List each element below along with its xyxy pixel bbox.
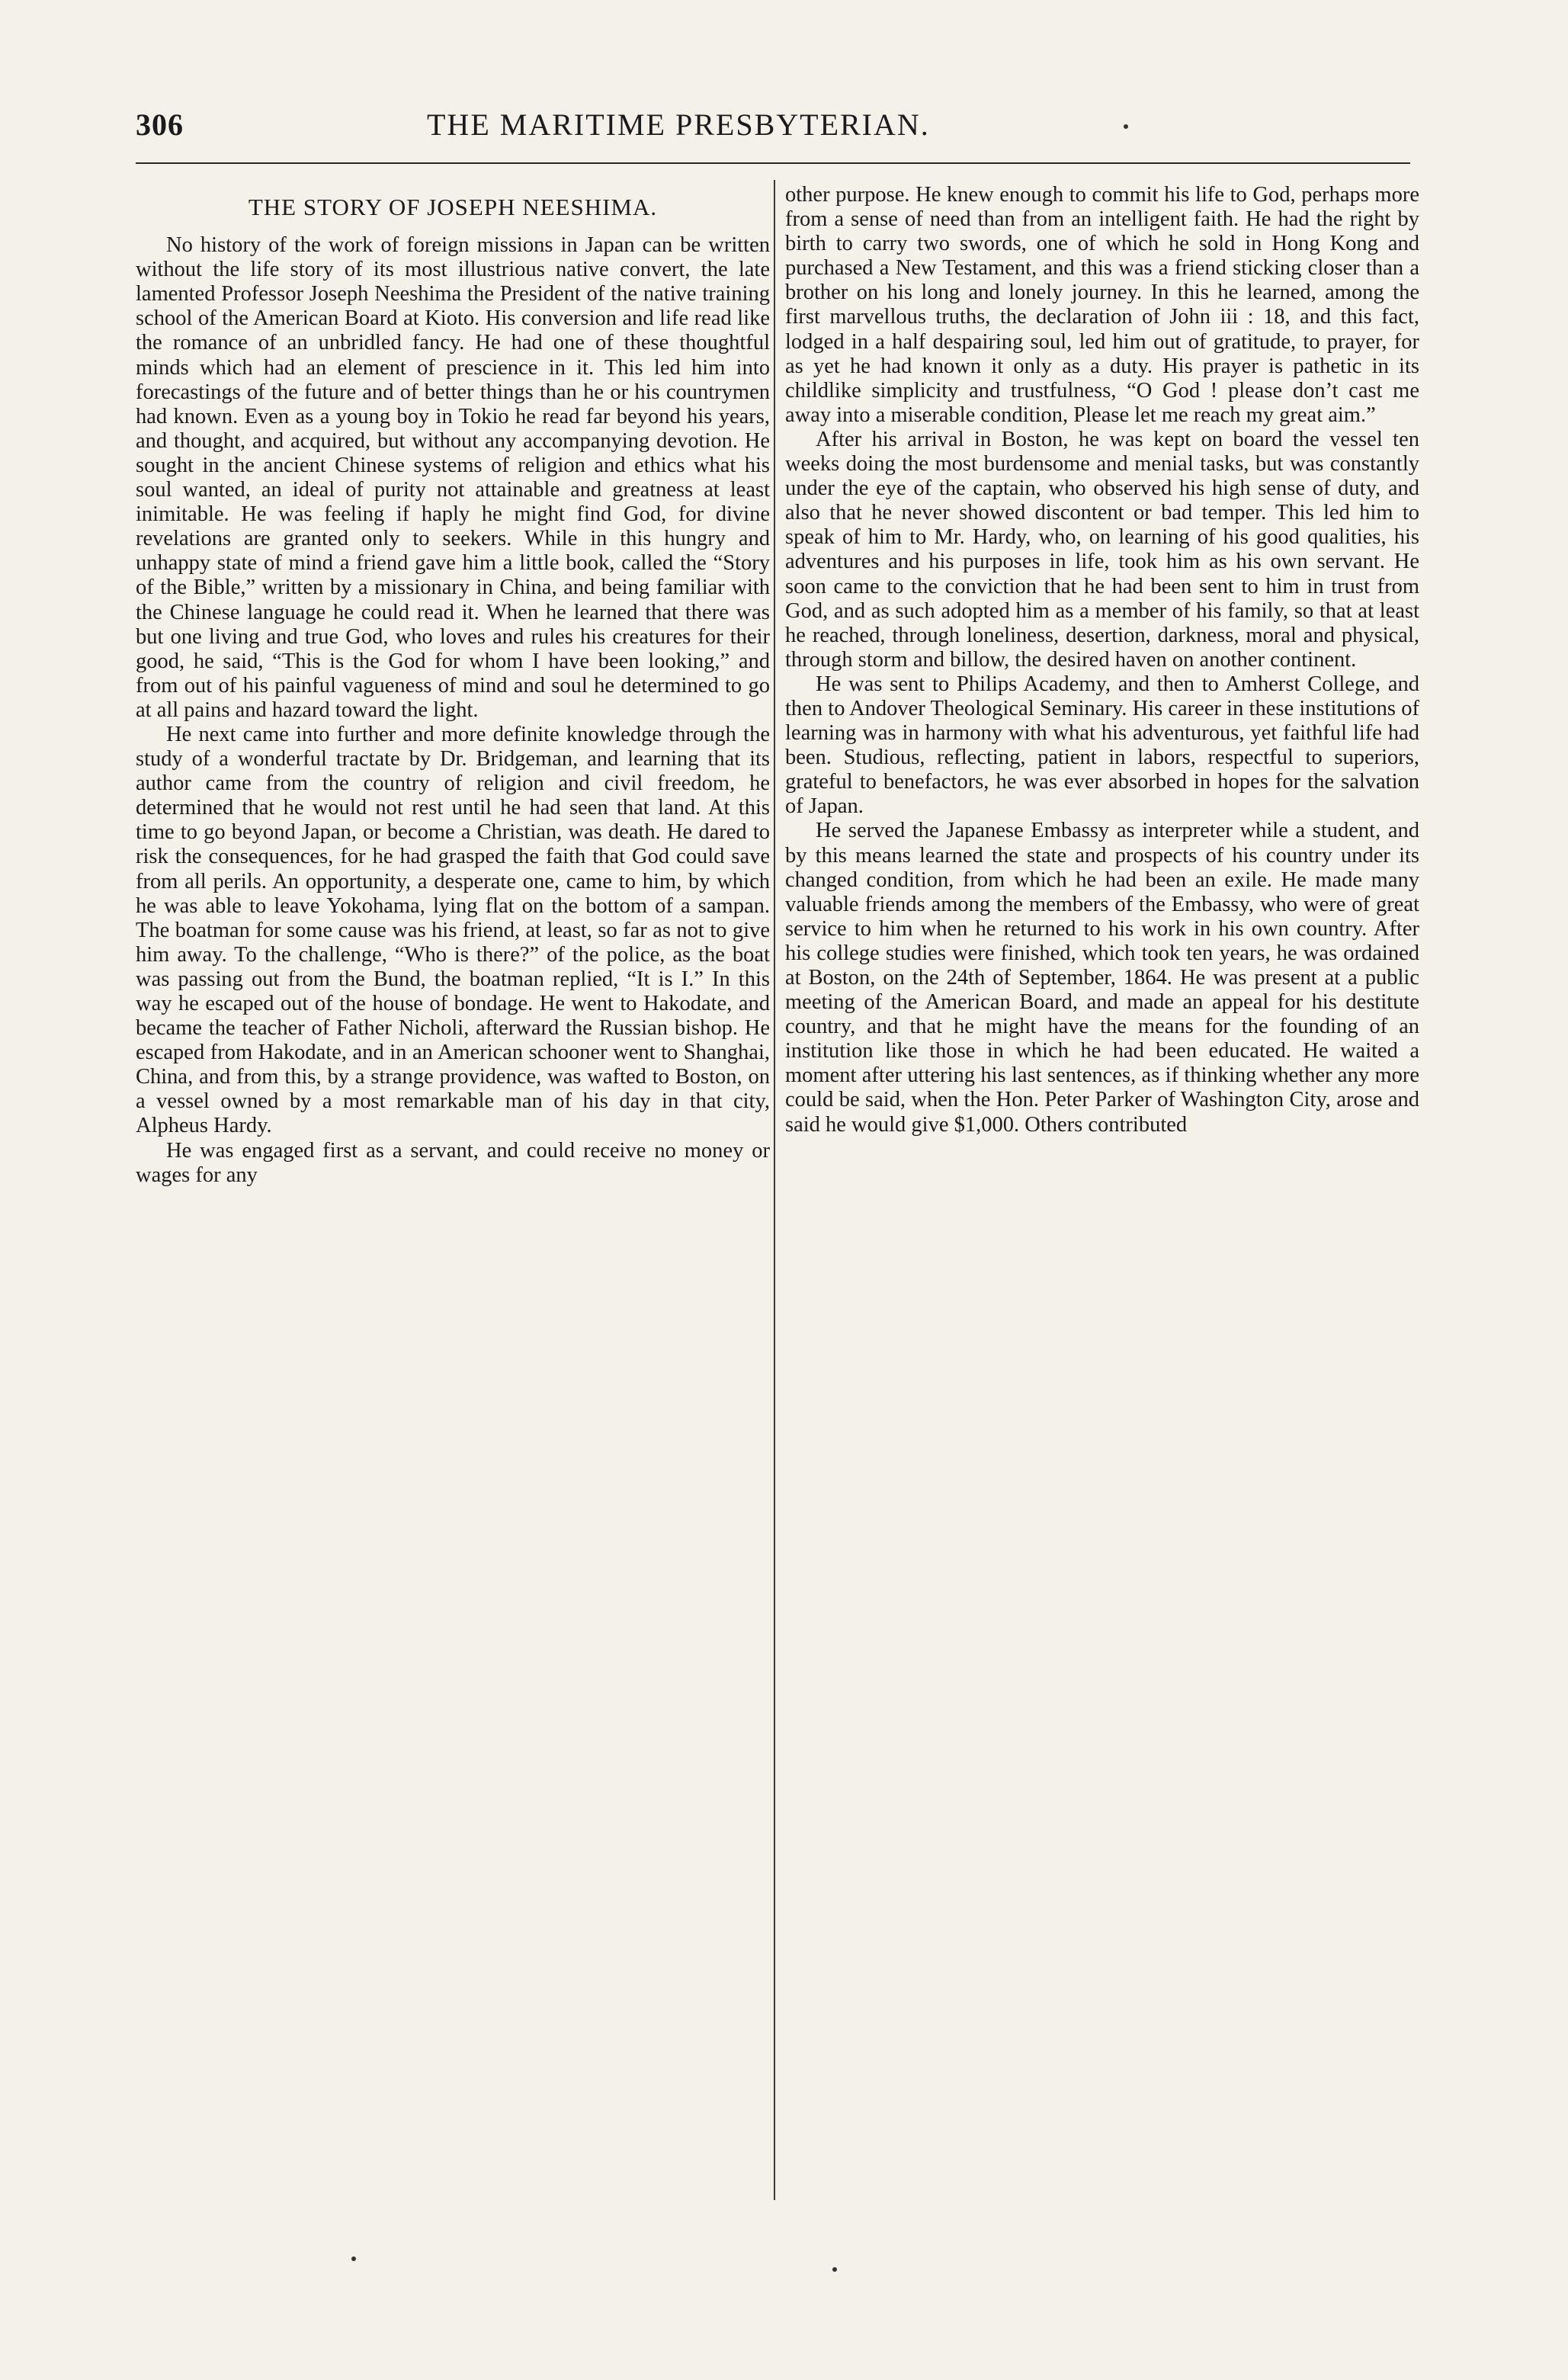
header-rule bbox=[136, 162, 1410, 164]
print-speck bbox=[351, 2257, 356, 2261]
paragraph: He was engaged first as a servant, and could receive no money or wages for any bbox=[136, 1138, 770, 1187]
print-speck bbox=[832, 2267, 837, 2272]
journal-title: THE MARITIME PRESBYTERIAN. bbox=[427, 107, 930, 142]
paragraph: No history of the work of foreign missions in Japan can be written without the life story of its most illustrious native convert, the late lamented Professor Joseph Neeshima the President of the native training school of the American Board at Kioto. His conversion and life read like the romance of an unbridled fancy. He had one of these thoughtful minds which had an element of prescience in it. This led him into forecastings of the future and of better things than he or his countrymen had known. Even as a young boy in Tokio he read far beyond his years, and thought, and acquired, but without any accompanying devotion. He sought in the ancient Chinese systems of religion and ethics what his soul wanted, an ideal of purity not attainable and greatness at least inimitable. He was feeling if haply he might find God, for divine revelations are granted only to seekers. While in this hungry and unhappy state of mind a friend gave him a little book, called the “Story of the Bible,” written by a missionary in China, and being familiar with the Chinese language he could read it. When he learned that there was but one living and true God, who loves and rules his creatures for their good, he said, “This is the God for whom I have been looking,” and from out of his painful vagueness of mind and soul he determined to go at all pains and hazard toward the light. bbox=[136, 233, 770, 722]
page-header bbox=[0, 107, 1568, 152]
paragraph: He was sent to Philips Academy, and then to Amherst College, and then to Andover Theological Seminary. His career in these institutions of learning was in harmony with what his adventurous, yet faithful life had been. Studious, reflecting, patient in labors, respectful to superiors, grateful to benefactors, he was ever absorbed in hopes for the salvation of Japan. bbox=[785, 672, 1419, 819]
paragraph: He served the Japanese Embassy as interpreter while a student, and by this means learned the state and prospects of his country under its changed condition, from which he had been an exile. He made many valuable friends among the members of the Embassy, who were of great service to him when he returned to his work in his own country. After his college studies were finished, which took ten years, he was ordained at Boston, on the 24th of September, 1864. He was present at a public meeting of the American Board, and made an appeal for his destitute country, and that he might have the means for the founding of an institution like those in which he had been educated. He waited a moment after uttering his last sentences, as if thinking whether any more could be said, when the Hon. Peter Parker of Washington City, arose and said he would give $1,000. Others contributed bbox=[785, 819, 1419, 1137]
page-number: 306 bbox=[136, 107, 184, 142]
paragraph: After his arrival in Boston, he was kept on board the vessel ten weeks doing the most burdensome and menial tasks, but was constantly under the eye of the captain, who observed his high sense of duty, and also that he never showed discontent or bad temper. This led him to speak of him to Mr. Hardy, who, on learning of his good qualities, his adventures and his purposes in life, took him as his own servant. He soon came to the conviction that he had been sent to him in trust from God, and as such adopted him as a member of his family, so that at least he reached, through loneliness, desertion, darkness, moral and physical, through storm and billow, the desired haven on another continent. bbox=[785, 427, 1419, 672]
right-column bbox=[785, 183, 1419, 1137]
left-column bbox=[136, 183, 770, 1188]
print-speck bbox=[1124, 124, 1128, 129]
paragraph: other purpose. He knew enough to commit his life to God, perhaps more from a sense of need than from an intelligent faith. He had the right by birth to carry two swords, one of which he sold in Hong Kong and purchased a New Testament, and this was a friend sticking closer than a brother on his long and lonely journey. In this he learned, among the first marvellous truths, the declaration of John iii : 18, and this fact, lodged in a half despairing soul, led him out of gratitude, to prayer, for as yet he had known it only as a duty. His prayer is pathetic in its childlike simplicity and trustfulness, “O God ! please don’t cast me away into a miserable condition, Please let me reach my great aim.” bbox=[785, 183, 1419, 427]
column-divider bbox=[774, 180, 775, 2200]
paragraph: He next came into further and more definite knowledge through the study of a wonderful tractate by Dr. Bridgeman, and learning that its author came from the country of religion and civil freedom, he determined that he would not rest until he had seen that land. At this time to go beyond Japan, or become a Christian, was death. He dared to risk the consequences, for he had grasped the faith that God could save from all perils. An opportunity, a desperate one, came to him, by which he was able to leave Yokohama, lying flat on the bottom of a sampan. The boatman for some cause was his friend, at least, so far as not to give him away. To the challenge, “Who is there?” of the police, as the boat was passing out from the Bund, the boatman replied, “It is I.” In this way he escaped out of the house of bondage. He went to Hakodate, and became the teacher of Father Nicholi, afterward the Russian bishop. He escaped from Hakodate, and in an American schooner went to Shanghai, China, and from this, by a strange providence, was wafted to Boston, on a vessel owned by a most remarkable man of his day in that city, Alpheus Hardy. bbox=[136, 722, 770, 1138]
article-title: THE STORY OF JOSEPH NEESHIMA. bbox=[248, 194, 658, 220]
